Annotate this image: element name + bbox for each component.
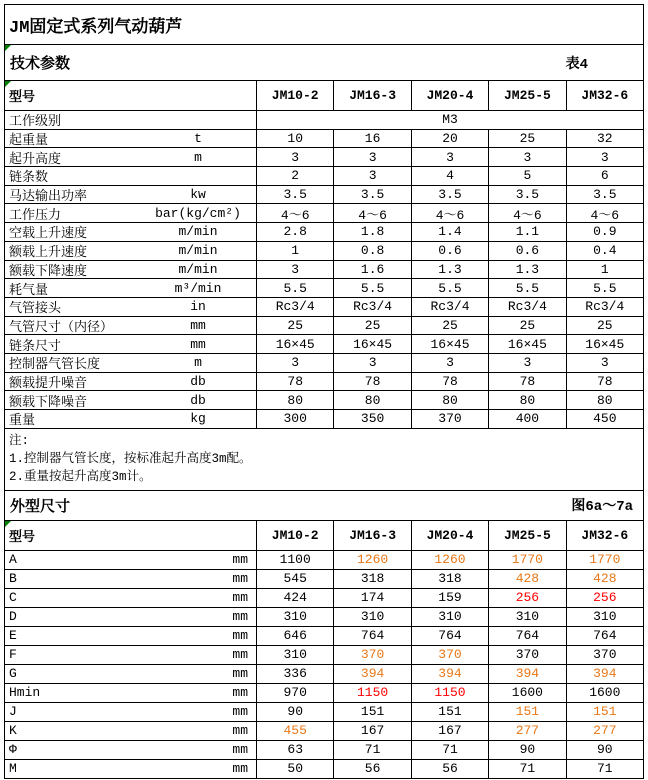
dim-value-cell: 1260 <box>333 551 410 569</box>
dims-table-header-row <box>5 521 643 551</box>
param-value-cell: 6 <box>566 167 643 185</box>
param-name: 链条尺寸 <box>9 338 62 353</box>
table-row <box>5 317 643 336</box>
dimensions-heading-row <box>5 491 643 521</box>
dim-value-cell: 545 <box>256 570 333 588</box>
param-value-cell: 4～6 <box>411 204 488 222</box>
model-header-JM16-3: JM16-3 <box>333 521 410 550</box>
dim-unit: mm <box>232 552 248 568</box>
param-value-cell: 3 <box>333 148 410 166</box>
table-row <box>5 722 643 741</box>
param-value-cell: Rc3/4 <box>411 298 488 316</box>
dim-value-cell: 1150 <box>411 684 488 702</box>
figure-ref-label: 图6a～7a <box>571 499 633 516</box>
dim-unit: mm <box>232 571 248 587</box>
model-header-label: 型号 <box>9 529 36 545</box>
param-unit: kw <box>190 187 206 203</box>
param-value-cell: 16 <box>333 130 410 148</box>
param-value-cell: 3 <box>333 167 410 185</box>
param-value-cell: 4～6 <box>333 204 410 222</box>
table-row <box>5 223 643 242</box>
model-header-JM25-5: JM25-5 <box>488 81 565 110</box>
param-value-cell: 1 <box>256 242 333 260</box>
tech-params-heading-row <box>5 45 643 81</box>
param-name-cell <box>5 335 256 353</box>
param-name: 起重量 <box>9 133 49 148</box>
table-row <box>5 373 643 392</box>
table-row <box>5 589 643 608</box>
model-header-cell <box>5 81 256 110</box>
param-value-cell: 80 <box>488 391 565 409</box>
dim-value-cell: 310 <box>333 608 410 626</box>
note-line: 2.重量按起升高度3m计。 <box>9 469 152 484</box>
param-value-cell: 10 <box>256 130 333 148</box>
dim-name-cell <box>5 589 256 607</box>
dim-value-cell: 151 <box>488 703 565 721</box>
table-row <box>5 665 643 684</box>
param-unit: bar(kg/cm²) <box>155 205 241 221</box>
table-row <box>5 298 643 317</box>
dim-value-cell: 336 <box>256 665 333 683</box>
dim-value-cell: 90 <box>256 703 333 721</box>
param-name-cell <box>5 167 256 185</box>
param-value-cell: 350 <box>333 410 410 428</box>
param-value-cell: 5.5 <box>411 279 488 297</box>
tech-table-header-row <box>5 81 643 111</box>
param-name-cell <box>5 148 256 166</box>
dim-name-cell <box>5 627 256 645</box>
param-name: 气管接头 <box>9 301 62 316</box>
param-value-cell: 16×45 <box>333 335 410 353</box>
param-name: 起升高度 <box>9 151 62 167</box>
param-value-cell: 1.3 <box>488 261 565 279</box>
param-unit: m³/min <box>174 280 222 296</box>
param-value-cell: 5.5 <box>488 279 565 297</box>
param-unit: m <box>194 149 202 165</box>
table-row <box>5 646 643 665</box>
dim-unit: mm <box>232 628 248 644</box>
dim-value-cell: 256 <box>566 589 643 607</box>
table-ref-label: 表4 <box>565 56 588 73</box>
cell-error-triangle-icon <box>5 81 11 87</box>
spec-sheet <box>4 4 644 779</box>
param-value-cell: 32 <box>566 130 643 148</box>
param-value-cell: 25 <box>566 317 643 335</box>
dim-value-cell: 90 <box>488 741 565 759</box>
param-value-cell: 25 <box>256 317 333 335</box>
dimensions-heading: 外型尺寸 <box>10 498 71 516</box>
param-name: 马达输出功率 <box>9 189 88 204</box>
param-name: 控制器气管长度 <box>9 357 101 372</box>
param-value-cell: 80 <box>411 391 488 409</box>
table-row <box>5 703 643 722</box>
dim-value-cell: 394 <box>488 665 565 683</box>
param-value-cell: 1 <box>566 261 643 279</box>
param-name-cell <box>5 204 256 222</box>
param-value-cell: 3 <box>566 148 643 166</box>
param-value-cell: 400 <box>488 410 565 428</box>
dim-unit: mm <box>232 666 248 682</box>
param-value-cell: 16×45 <box>566 335 643 353</box>
param-value-cell: 0.4 <box>566 242 643 260</box>
param-unit: kg <box>190 411 206 427</box>
param-name-cell <box>5 242 256 260</box>
dim-name: J <box>9 704 17 720</box>
param-value-cell: 4～6 <box>566 204 643 222</box>
param-name-cell <box>5 373 256 391</box>
param-value-cell: Rc3/4 <box>566 298 643 316</box>
table-row <box>5 130 643 149</box>
param-unit: mm <box>190 336 206 352</box>
dim-value-cell: 394 <box>411 665 488 683</box>
param-value-cell: 25 <box>488 130 565 148</box>
dim-unit: mm <box>232 685 248 701</box>
param-name-cell <box>5 261 256 279</box>
param-unit: db <box>190 373 206 389</box>
dims-table-body <box>5 551 643 779</box>
param-value-cell: 3 <box>256 148 333 166</box>
note-line: 1.控制器气管长度，按标准起升高度3m配。 <box>9 451 252 466</box>
param-value-cell: 4 <box>411 167 488 185</box>
param-value-cell: 3.5 <box>256 186 333 204</box>
param-unit: t <box>194 131 202 147</box>
dim-name: M <box>9 761 17 777</box>
work-grade-row <box>5 111 643 130</box>
param-value-cell: 2.8 <box>256 223 333 241</box>
dim-value-cell: 50 <box>256 760 333 778</box>
dim-value-cell: 1600 <box>488 684 565 702</box>
param-name: 额载上升速度 <box>9 245 88 260</box>
param-value-cell: 20 <box>411 130 488 148</box>
dim-name-cell <box>5 608 256 626</box>
dim-unit: mm <box>232 723 248 739</box>
dim-value-cell: 167 <box>333 722 410 740</box>
param-value-cell: 4～6 <box>488 204 565 222</box>
param-value-cell: 3 <box>488 354 565 372</box>
dim-name: Φ <box>9 742 17 758</box>
dim-value-cell: 63 <box>256 741 333 759</box>
dim-value-cell: 370 <box>488 646 565 664</box>
dim-value-cell: 71 <box>488 760 565 778</box>
param-value-cell: Rc3/4 <box>333 298 410 316</box>
param-value-cell: 1.3 <box>411 261 488 279</box>
param-value-cell: 2 <box>256 167 333 185</box>
dim-unit: mm <box>232 742 248 758</box>
dim-value-cell: 151 <box>566 703 643 721</box>
dim-name: B <box>9 571 17 587</box>
param-name-cell <box>5 223 256 241</box>
dim-value-cell: 424 <box>256 589 333 607</box>
param-value-cell: 3 <box>411 148 488 166</box>
dim-value-cell: 174 <box>333 589 410 607</box>
cell-error-triangle-icon <box>5 521 11 527</box>
dimensions-table <box>5 521 643 779</box>
dim-name-cell <box>5 570 256 588</box>
param-name: 耗气量 <box>9 282 49 297</box>
param-value-cell: 0.6 <box>411 242 488 260</box>
dim-value-cell: 646 <box>256 627 333 645</box>
dim-name-cell <box>5 684 256 702</box>
param-value-cell: 5 <box>488 167 565 185</box>
param-value-cell: 0.6 <box>488 242 565 260</box>
param-name-cell <box>5 354 256 372</box>
param-value-cell: Rc3/4 <box>488 298 565 316</box>
param-name: 额载下降噪音 <box>9 394 88 409</box>
table-row <box>5 760 643 779</box>
param-name-cell <box>5 391 256 409</box>
dim-value-cell: 1100 <box>256 551 333 569</box>
param-name-cell <box>5 130 256 148</box>
param-name: 额载提升噪音 <box>9 375 88 391</box>
dim-value-cell: 310 <box>488 608 565 626</box>
param-value-cell: 3.5 <box>411 186 488 204</box>
dim-value-cell: 310 <box>566 608 643 626</box>
model-header-JM25-5: JM25-5 <box>488 521 565 550</box>
dim-value-cell: 151 <box>411 703 488 721</box>
model-header-JM16-3: JM16-3 <box>333 81 410 110</box>
dim-name: K <box>9 723 17 739</box>
param-value-cell: 80 <box>256 391 333 409</box>
param-value-cell: 1.6 <box>333 261 410 279</box>
dim-value-cell: 71 <box>333 741 410 759</box>
dim-value-cell: 167 <box>411 722 488 740</box>
param-value-cell: 1.4 <box>411 223 488 241</box>
model-header-JM20-4: JM20-4 <box>411 81 488 110</box>
param-name-cell <box>5 186 256 204</box>
dim-name-cell <box>5 741 256 759</box>
param-value-cell: 78 <box>333 373 410 391</box>
dim-value-cell: 277 <box>488 722 565 740</box>
table-row <box>5 335 643 354</box>
dim-value-cell: 455 <box>256 722 333 740</box>
param-unit: in <box>190 299 206 315</box>
param-value-cell: 370 <box>411 410 488 428</box>
dim-value-cell: 56 <box>333 760 410 778</box>
param-name: 工作压力 <box>9 207 62 223</box>
notes-label: 注: <box>9 433 30 448</box>
dim-value-cell: 310 <box>256 608 333 626</box>
dim-name: G <box>9 666 17 682</box>
table-row <box>5 186 643 205</box>
param-value-cell: 450 <box>566 410 643 428</box>
param-value-cell: 16×45 <box>411 335 488 353</box>
dim-value-cell: 370 <box>411 646 488 664</box>
dim-value-cell: 394 <box>333 665 410 683</box>
notes-block <box>5 429 643 491</box>
param-unit: m <box>194 355 202 371</box>
param-unit: db <box>190 392 206 408</box>
table-row <box>5 608 643 627</box>
dim-value-cell: 764 <box>566 627 643 645</box>
param-value-cell: 3 <box>256 354 333 372</box>
model-header-JM20-4: JM20-4 <box>411 521 488 550</box>
dim-name-cell <box>5 722 256 740</box>
param-value-cell: 16×45 <box>488 335 565 353</box>
dim-value-cell: 764 <box>488 627 565 645</box>
table-row <box>5 261 643 280</box>
dim-value-cell: 71 <box>566 760 643 778</box>
model-header-JM10-2: JM10-2 <box>256 81 333 110</box>
cell-error-triangle-icon <box>5 45 11 51</box>
param-value-cell: 25 <box>411 317 488 335</box>
table-row <box>5 242 643 261</box>
param-value-cell: 3.5 <box>488 186 565 204</box>
dim-name: Hmin <box>9 685 41 701</box>
param-value-cell: 80 <box>566 391 643 409</box>
param-value-cell: 80 <box>333 391 410 409</box>
dim-value-cell: 159 <box>411 589 488 607</box>
model-header-JM32-6: JM32-6 <box>566 521 643 550</box>
table-row <box>5 204 643 223</box>
model-header-JM10-2: JM10-2 <box>256 521 333 550</box>
table-row <box>5 354 643 373</box>
param-name: 重量 <box>9 413 36 428</box>
table-row <box>5 391 643 410</box>
dim-value-cell: 1260 <box>411 551 488 569</box>
dim-name-cell <box>5 665 256 683</box>
param-value-cell: 3 <box>256 261 333 279</box>
dim-value-cell: 56 <box>411 760 488 778</box>
dim-unit: mm <box>232 761 248 777</box>
work-grade-value-cell: M3 <box>256 111 643 129</box>
param-value-cell: 3.5 <box>333 186 410 204</box>
tech-params-table <box>5 81 643 429</box>
param-value-cell: 1.1 <box>488 223 565 241</box>
param-value-cell: 16×45 <box>256 335 333 353</box>
table-row <box>5 410 643 429</box>
param-unit: mm <box>190 317 206 333</box>
param-name: 工作级别 <box>9 114 62 129</box>
table-row <box>5 279 643 298</box>
dim-value-cell: 970 <box>256 684 333 702</box>
param-name: 额载下降速度 <box>9 263 88 279</box>
dim-name: A <box>9 552 17 568</box>
param-name-cell <box>5 111 256 129</box>
dim-value-cell: 71 <box>411 741 488 759</box>
param-name-cell <box>5 279 256 297</box>
param-name: 链条数 <box>9 170 49 185</box>
param-value-cell: 1.8 <box>333 223 410 241</box>
param-value-cell: 3 <box>411 354 488 372</box>
param-unit: m/min <box>178 261 218 277</box>
dim-value-cell: 428 <box>566 570 643 588</box>
param-value-cell: 3 <box>333 354 410 372</box>
param-name-cell <box>5 410 256 428</box>
table-row <box>5 148 643 167</box>
param-value-cell: 3 <box>566 354 643 372</box>
param-value-cell: 300 <box>256 410 333 428</box>
model-header-JM32-6: JM32-6 <box>566 81 643 110</box>
param-value-cell: 78 <box>411 373 488 391</box>
param-unit: m/min <box>178 224 218 240</box>
param-value-cell: 0.8 <box>333 242 410 260</box>
table-row <box>5 570 643 589</box>
dim-name-cell <box>5 646 256 664</box>
dim-value-cell: 1150 <box>333 684 410 702</box>
dim-value-cell: 764 <box>411 627 488 645</box>
param-value-cell: 25 <box>333 317 410 335</box>
model-header-label: 型号 <box>9 90 36 105</box>
dim-value-cell: 151 <box>333 703 410 721</box>
dim-unit: mm <box>232 590 248 606</box>
param-name: 气管尺寸（内径） <box>9 319 114 335</box>
dim-name-cell <box>5 551 256 569</box>
model-header-cell <box>5 521 256 550</box>
param-value-cell: 4～6 <box>256 204 333 222</box>
page-title: JM固定式系列气动葫芦 <box>5 5 643 45</box>
dim-value-cell: 1770 <box>566 551 643 569</box>
table-row <box>5 741 643 760</box>
dim-name-cell <box>5 703 256 721</box>
dim-value-cell: 90 <box>566 741 643 759</box>
param-value-cell: Rc3/4 <box>256 298 333 316</box>
param-value-cell: 78 <box>566 373 643 391</box>
dim-value-cell: 1770 <box>488 551 565 569</box>
table-row <box>5 167 643 186</box>
param-value-cell: 5.5 <box>333 279 410 297</box>
dim-name: C <box>9 590 17 606</box>
param-value-cell: 5.5 <box>256 279 333 297</box>
dim-value-cell: 310 <box>411 608 488 626</box>
dim-value-cell: 394 <box>566 665 643 683</box>
param-value-cell: 25 <box>488 317 565 335</box>
param-name-cell <box>5 298 256 316</box>
dim-unit: mm <box>232 704 248 720</box>
dim-name: F <box>9 647 17 663</box>
param-name: 空载上升速度 <box>9 226 88 241</box>
dim-value-cell: 310 <box>256 646 333 664</box>
tech-table-body <box>5 130 643 429</box>
table-row <box>5 684 643 703</box>
dim-name: E <box>9 628 17 644</box>
dim-value-cell: 318 <box>333 570 410 588</box>
table-row <box>5 551 643 570</box>
param-unit: m/min <box>178 243 218 259</box>
tech-params-heading: 技术参数 <box>10 56 71 73</box>
dim-value-cell: 1600 <box>566 684 643 702</box>
param-name-cell <box>5 317 256 335</box>
param-value-cell: 0.9 <box>566 223 643 241</box>
param-value-cell: 3 <box>488 148 565 166</box>
dim-name: D <box>9 609 17 625</box>
dim-name-cell <box>5 760 256 778</box>
table-row <box>5 627 643 646</box>
param-value-cell: 78 <box>488 373 565 391</box>
dim-unit: mm <box>232 647 248 663</box>
param-value-cell: 3.5 <box>566 186 643 204</box>
dim-value-cell: 256 <box>488 589 565 607</box>
dim-value-cell: 428 <box>488 570 565 588</box>
dim-value-cell: 318 <box>411 570 488 588</box>
dim-value-cell: 764 <box>333 627 410 645</box>
dim-value-cell: 370 <box>333 646 410 664</box>
dim-unit: mm <box>232 609 248 625</box>
param-value-cell: 78 <box>256 373 333 391</box>
dim-value-cell: 277 <box>566 722 643 740</box>
param-value-cell: 5.5 <box>566 279 643 297</box>
dim-value-cell: 370 <box>566 646 643 664</box>
